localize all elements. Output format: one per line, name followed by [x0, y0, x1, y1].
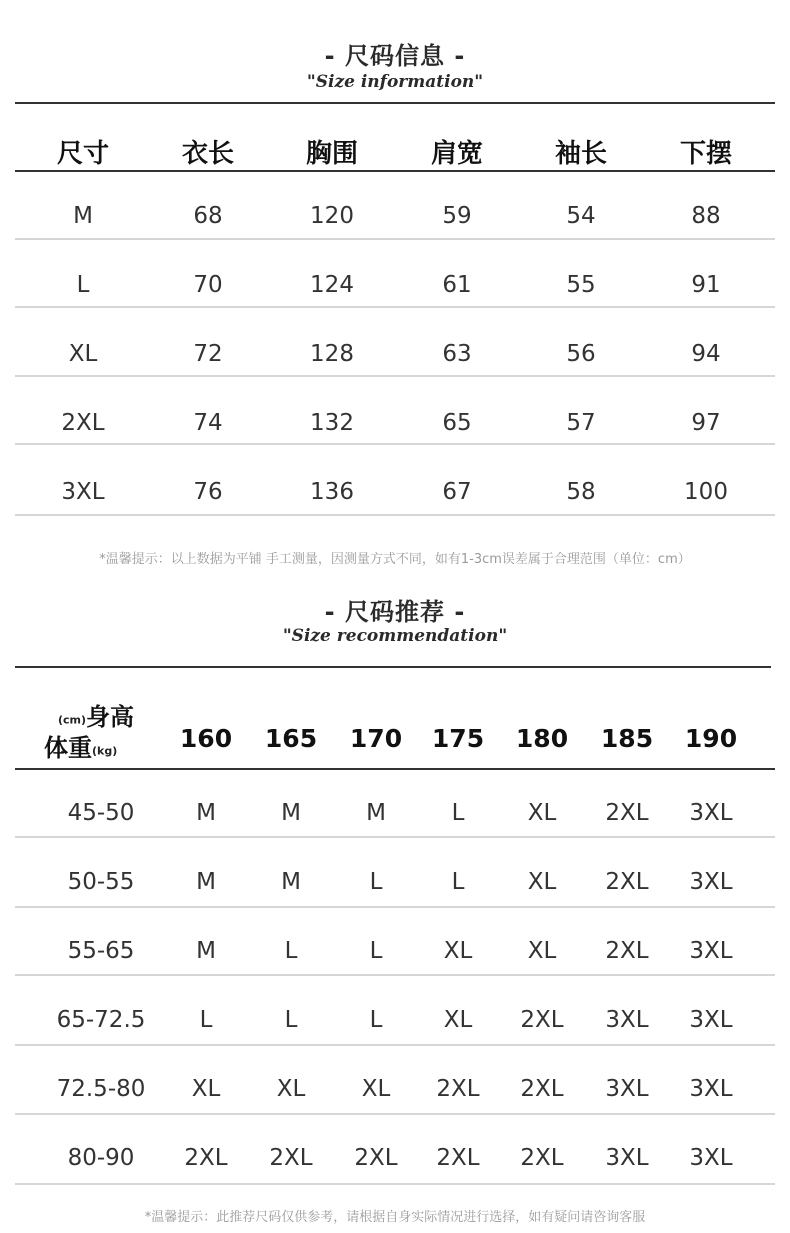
size-rec-cell: XL [527, 800, 557, 826]
size-info-cell: 68 [193, 203, 223, 229]
size-info-cell: 56 [566, 341, 596, 367]
size-rec-cell: L [199, 1007, 213, 1033]
size-rec-cell: L [369, 938, 383, 964]
size-info-cell: 55 [566, 272, 596, 298]
size-rec-row-divider [15, 1183, 775, 1185]
size-info-row-divider [15, 375, 775, 377]
size-rec-header-rule [15, 768, 775, 770]
size-info-cell: 72 [193, 341, 223, 367]
size-info-cell: 2XL [61, 410, 105, 436]
size-rec-cell: 2XL [605, 938, 649, 964]
size-rec-cell: 3XL [605, 1076, 649, 1102]
size-info-cell: 61 [442, 272, 472, 298]
size-rec-cell: L [284, 938, 298, 964]
size-info-cell: 91 [691, 272, 721, 298]
size-rec-cell: 3XL [689, 1076, 733, 1102]
height-header-cell: 185 [600, 724, 654, 753]
height-header-cell: 165 [264, 724, 318, 753]
size-rec-cell: L [284, 1007, 298, 1033]
size-rec-cell: 3XL [689, 1145, 733, 1171]
size-info-header-cell: 衣长 [181, 139, 235, 169]
size-info-cell: M [73, 203, 93, 229]
size-rec-cell: L [369, 1007, 383, 1033]
height-header-cell: 180 [515, 724, 569, 753]
size-info-header-cell: 尺寸 [56, 139, 110, 169]
size-rec-cell: M [196, 800, 216, 826]
size-rec-note: *温馨提示：此推荐尺码仅供参考，请根据自身实际情况进行选择，如有疑问请咨询客服 [144, 1210, 646, 1225]
size-rec-cell: L [451, 869, 465, 895]
weight-cell: 65-72.5 [56, 1007, 146, 1033]
weight-cell: 80-90 [67, 1145, 135, 1171]
size-info-cell: 70 [193, 272, 223, 298]
size-rec-corner-weight [44, 733, 117, 767]
size-rec-cell: XL [276, 1076, 306, 1102]
size-info-row-divider [15, 443, 775, 445]
size-rec-row-divider [15, 906, 775, 908]
size-rec-title: - 尺码推荐 - [324, 598, 466, 626]
size-rec-cell: XL [443, 1007, 473, 1033]
size-info-cell: 120 [310, 203, 354, 229]
size-rec-row-divider [15, 974, 775, 976]
weight-label: 体重 [44, 734, 92, 762]
size-info-cell: 132 [310, 410, 354, 436]
size-rec-cell: 3XL [605, 1007, 649, 1033]
size-info-cell: 128 [310, 341, 354, 367]
height-header-cell: 170 [349, 724, 403, 753]
weight-cell: 55-65 [67, 938, 135, 964]
size-info-header-rule [15, 170, 775, 172]
size-rec-cell: 3XL [689, 869, 733, 895]
size-info-cell: 57 [566, 410, 596, 436]
size-info-row-divider [15, 306, 775, 308]
size-rec-cell: L [369, 869, 383, 895]
size-info-cell: 3XL [61, 479, 105, 505]
size-rec-corner-header [58, 702, 134, 736]
size-info-header-cell: 胸围 [305, 139, 359, 169]
size-info-cell: L [76, 272, 90, 298]
size-rec-cell: 2XL [269, 1145, 313, 1171]
size-rec-cell: 2XL [354, 1145, 398, 1171]
size-info-header-cell: 下摆 [679, 139, 733, 169]
weight-cell: 45-50 [67, 800, 135, 826]
size-info-cell: 59 [442, 203, 472, 229]
size-info-cell: 94 [691, 341, 721, 367]
size-rec-cell: 3XL [689, 1007, 733, 1033]
size-rec-cell: 2XL [520, 1007, 564, 1033]
size-info-row-divider [15, 514, 775, 516]
size-info-cell: XL [68, 341, 98, 367]
size-rec-cell: M [281, 800, 301, 826]
size-rec-cell: M [366, 800, 386, 826]
size-info-title: - 尺码信息 - [324, 42, 466, 70]
size-rec-cell: 2XL [436, 1076, 480, 1102]
weight-cell: 72.5-80 [56, 1076, 146, 1102]
height-header-cell: 160 [179, 724, 233, 753]
size-info-cell: 124 [310, 272, 354, 298]
size-info-cell: 67 [442, 479, 472, 505]
size-rec-cell: M [196, 869, 216, 895]
size-rec-cell: 2XL [184, 1145, 228, 1171]
weight-cell: 50-55 [67, 869, 135, 895]
size-rec-cell: 2XL [436, 1145, 480, 1171]
height-header-cell: 190 [684, 724, 738, 753]
size-rec-cell: 3XL [689, 938, 733, 964]
size-rec-cell: 2XL [520, 1076, 564, 1102]
size-rec-subtitle: "Size recommendation" [282, 626, 508, 646]
size-rec-cell: XL [443, 938, 473, 964]
size-info-cell: 63 [442, 341, 472, 367]
size-rec-row-divider [15, 1044, 775, 1046]
size-rec-cell: 2XL [605, 800, 649, 826]
size-rec-top-rule [15, 666, 771, 668]
size-info-header-cell: 肩宽 [430, 139, 484, 169]
size-info-cell: 100 [684, 479, 728, 505]
size-info-header-cell: 袖长 [554, 139, 608, 169]
size-info-cell: 58 [566, 479, 596, 505]
size-rec-cell: 3XL [689, 800, 733, 826]
size-info-cell: 65 [442, 410, 472, 436]
size-info-cell: 76 [193, 479, 223, 505]
size-rec-cell: 2XL [605, 869, 649, 895]
size-rec-cell: L [451, 800, 465, 826]
size-info-cell: 136 [310, 479, 354, 505]
size-rec-cell: XL [527, 938, 557, 964]
size-info-cell: 74 [193, 410, 223, 436]
size-rec-cell: M [281, 869, 301, 895]
size-rec-row-divider [15, 836, 775, 838]
size-info-note: *温馨提示：以上数据为平铺 手工测量，因测量方式不同，如有1-3cm误差属于合理范围（单位：cm） [99, 552, 691, 567]
weight-unit: (kg) [92, 744, 118, 758]
size-info-row-divider [15, 238, 775, 240]
size-info-cell: 54 [566, 203, 596, 229]
size-rec-cell: M [196, 938, 216, 964]
height-label: 身高 [86, 703, 135, 731]
size-rec-cell: 2XL [520, 1145, 564, 1171]
height-unit: (cm) [58, 713, 87, 727]
size-info-top-rule [15, 102, 775, 104]
size-rec-row-divider [15, 1113, 775, 1115]
size-rec-cell: 3XL [605, 1145, 649, 1171]
size-info-cell: 88 [691, 203, 721, 229]
height-header-cell: 175 [431, 724, 485, 753]
size-rec-cell: XL [527, 869, 557, 895]
size-info-subtitle: "Size information" [306, 72, 484, 92]
size-info-cell: 97 [691, 410, 721, 436]
size-rec-cell: XL [191, 1076, 221, 1102]
size-rec-cell: XL [361, 1076, 391, 1102]
